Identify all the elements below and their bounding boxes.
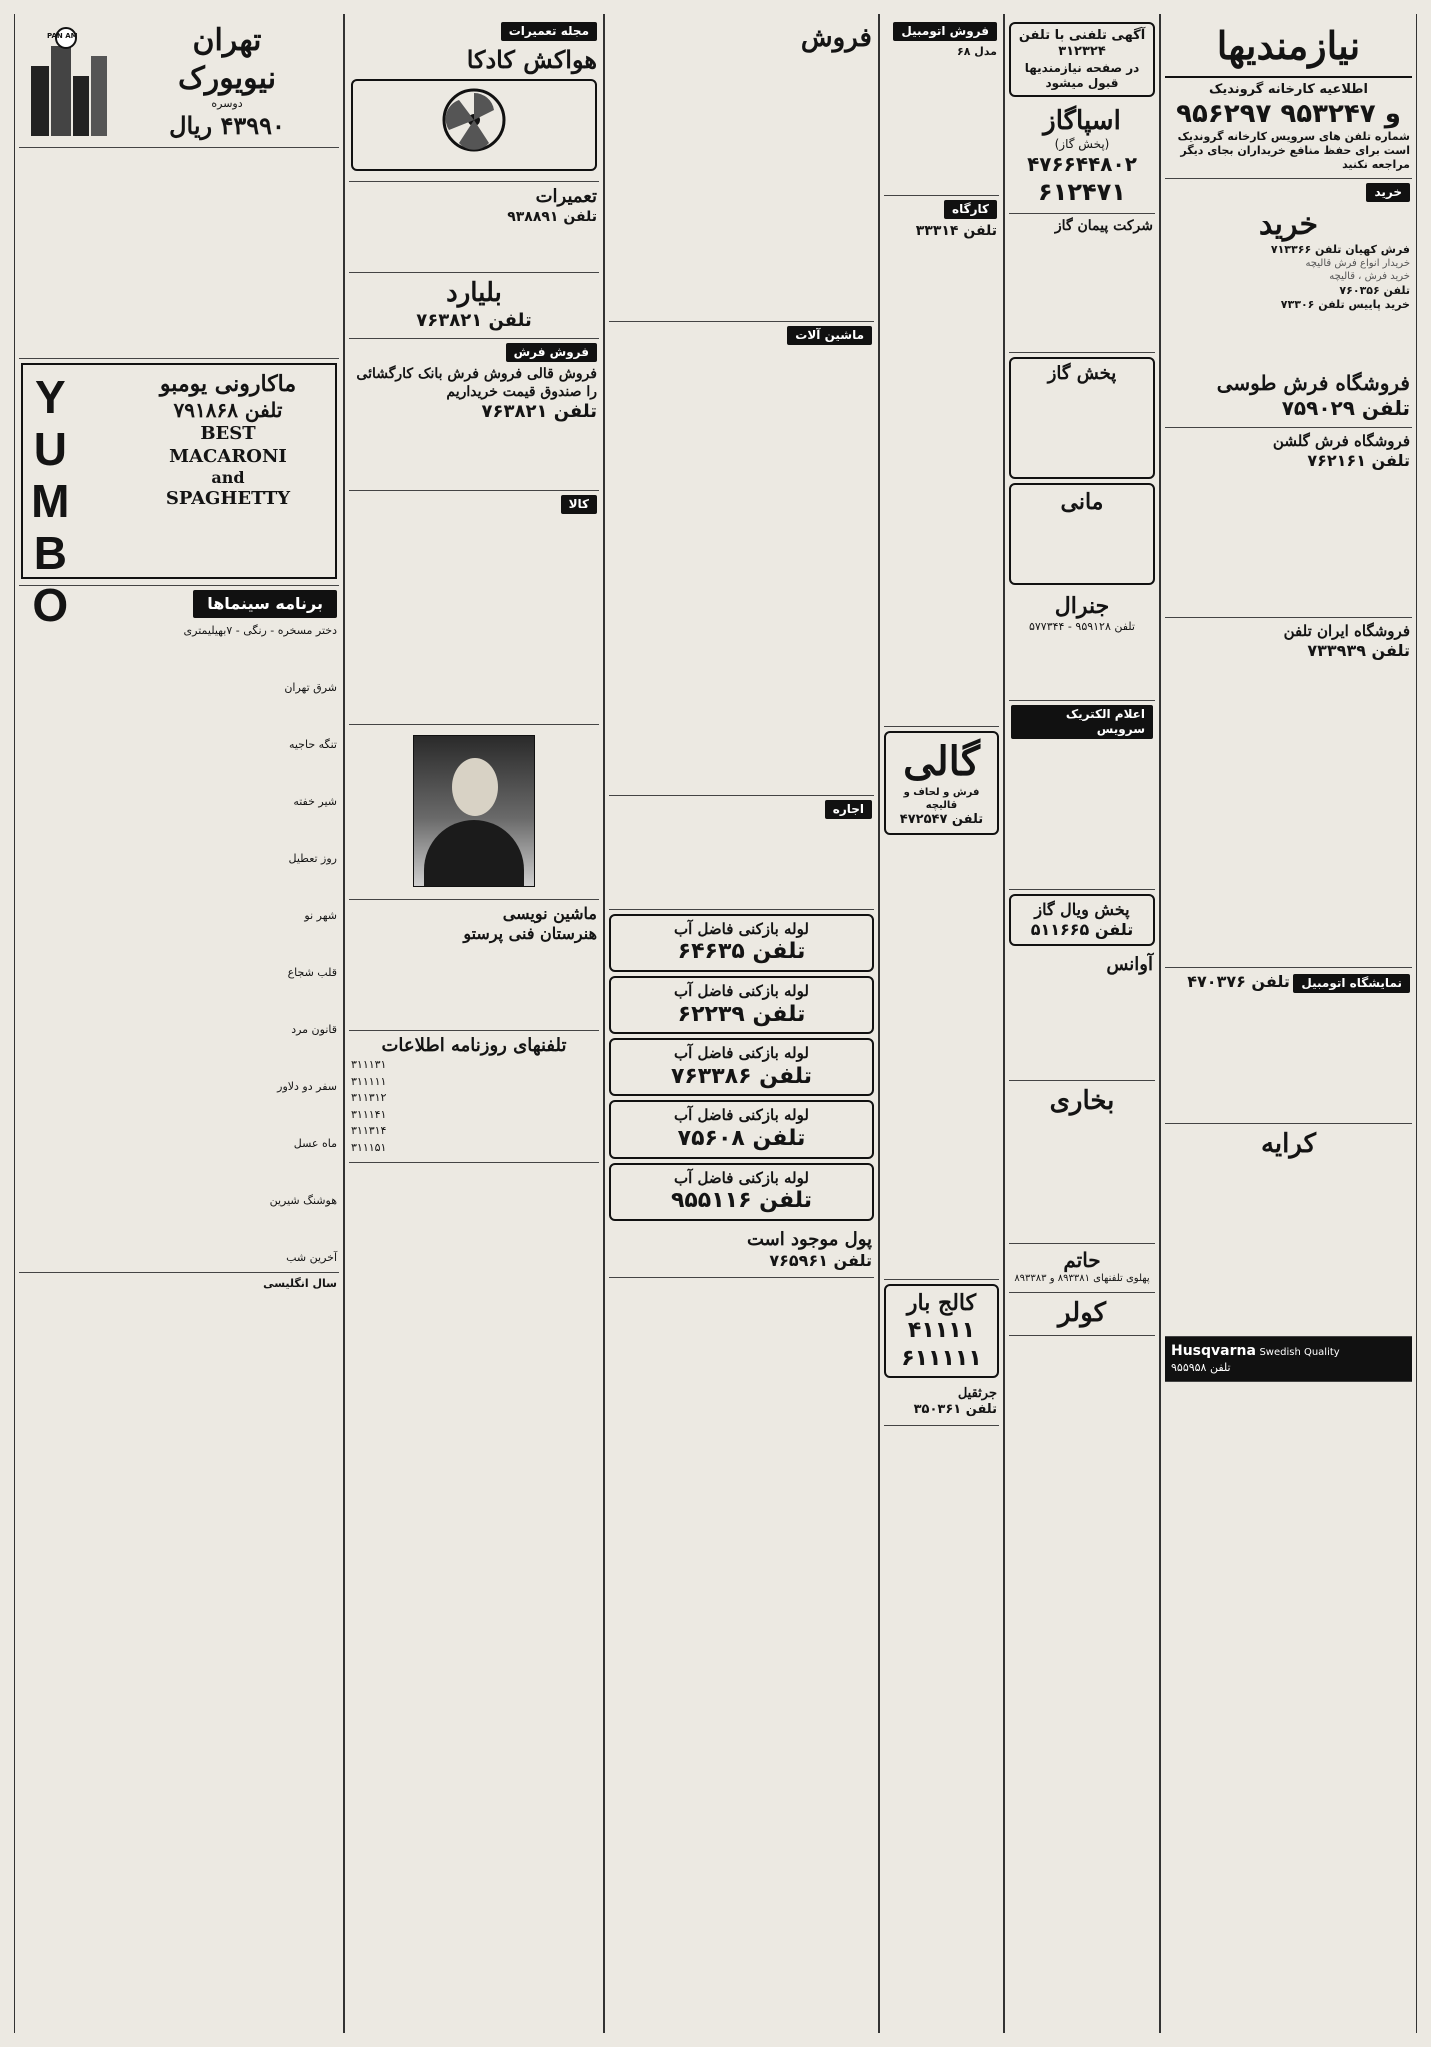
repairs-title: تعمیرات — [535, 186, 597, 207]
repairs-magazine-header: مجله تعمیرات — [501, 22, 597, 41]
notice-header: اطلاعیه کارخانه گروندیک — [1209, 81, 1368, 97]
footer-note: سال انگلیسی — [263, 1277, 337, 1291]
crane-phone: تلفن ۳۵۰۳۶۱ — [913, 1402, 997, 1418]
cinema-list — [21, 622, 337, 1267]
college-bar-title: کالج بار — [906, 1289, 977, 1316]
machine-title: ماشین نویسی — [502, 903, 597, 923]
notice-text: شماره تلفن های سرویس کارخانه گروندیک است برای حفظ منافع خریداران بجای دیگر مراجعه نکنید — [1177, 130, 1410, 171]
cinema-item: دختر مسخره - رنگی - ۷بهیلیمتری — [183, 623, 337, 637]
yumbo-en-best: BEST — [200, 423, 256, 445]
buy-item: خرید فرش ، قالیچه — [1329, 271, 1410, 283]
phone-list — [351, 1057, 597, 1156]
section-header-exhibit: نمایشگاه اتومبیل — [1293, 974, 1410, 993]
phone-list-item: ۳۱۱۱۵۱ — [351, 1140, 387, 1154]
sale-title: فروش — [800, 23, 872, 53]
column-1 — [1160, 14, 1417, 2033]
pan-am-ad — [19, 18, 339, 148]
phone-ad-sub: در صفحه نیازمندیها قبول میشود — [1024, 60, 1140, 90]
husqvarna-sub: Swedish Quality — [1259, 1347, 1340, 1359]
column-3 — [879, 14, 1004, 2033]
college-bar-phone1: ۴۱۱۱۱ — [907, 1318, 976, 1343]
buy-item: خرید پاییس تلفن ۷۳۳۰۶ — [1280, 297, 1410, 311]
plumb-ad-1 — [609, 914, 874, 972]
page-title: نیازمندیها — [1216, 23, 1361, 68]
plumb-phone: ۷۵۶۰۸ تلفن — [677, 1126, 806, 1151]
price-sub: دوسره — [211, 97, 243, 110]
plumb-title: لوله بازکنی فاضل آب — [674, 1044, 809, 1062]
cinema-item: روز تعطیل — [288, 851, 337, 865]
phones-title: تلفنهای روزنامه اطلاعات — [381, 1034, 567, 1056]
cooler-title: کولر — [1057, 1297, 1107, 1328]
buy-item: فرش کهیان تلفن ۷۱۳۳۶۶ — [1270, 243, 1410, 256]
carpet-shop-phone: تلفن ۷۶۲۱۶۱ — [1307, 451, 1410, 470]
phone-ad-title: آگهی تلفنی با تلفن ۳۱۲۳۲۴ — [1018, 28, 1146, 60]
buy-title: خرید — [1258, 206, 1319, 242]
cinema-item: قانون مرد — [291, 1023, 337, 1037]
iran-shop-title: فروشگاه ایران تلفن — [1283, 622, 1410, 640]
plumb-phone: ۹۵۵۱۱۶ تلفن — [670, 1188, 813, 1214]
gali-phone: تلفن ۴۷۲۵۴۷ — [899, 812, 984, 828]
espagaz-title: اسپاگاز — [1043, 105, 1121, 136]
husqvarna-ad — [1165, 1337, 1412, 1381]
machinery-header: ماشین آلات — [787, 326, 872, 345]
billiard-phone: تلفن ۷۶۳۸۲۱ — [416, 309, 532, 331]
carpet-shop-title: فروشگاه فرش گلشن — [1272, 432, 1410, 451]
electric-header: اعلام الکتریک سرویس — [1011, 705, 1153, 739]
cinema-item: شرق تهران — [284, 680, 337, 694]
college-bar-ad — [884, 1284, 999, 1379]
loan-phone: تلفن ۷۶۵۹۶۱ — [769, 1251, 872, 1271]
exhibit-phone: تلفن ۴۷۰۳۷۶ — [1187, 971, 1290, 991]
carpet-phone: تلفن ۷۶۳۸۲۱ — [481, 401, 597, 422]
pan-am-logo: PAN AM — [47, 32, 78, 41]
hatam-title: حاتم — [1063, 1248, 1101, 1273]
tv-header: آوانس — [1106, 953, 1153, 975]
tv-service-title: پخش ویال گاز — [1034, 899, 1130, 919]
general-phone: تلفن ۹۵۹۱۲۸ - ۵۷۷۳۴۴ — [1028, 620, 1135, 633]
newyork-title: نیویورک — [177, 60, 277, 96]
college-bar-phone2: ۶۱۱۱۱۱ — [901, 1345, 982, 1371]
husqvarna-brand: Husqvarna — [1171, 1343, 1256, 1360]
billiard-title: بلیارد — [446, 278, 502, 308]
rent-title: کرایه — [1260, 1128, 1317, 1159]
column-6 — [14, 14, 344, 2033]
buy-item: فروشگاه فرش طوسی — [1216, 371, 1410, 396]
car-sub: مدل ۶۸ — [957, 45, 997, 58]
buy-item: تلفن ۷۶۰۳۵۶ — [1339, 283, 1410, 297]
cinema-item: شیر خفته — [293, 794, 337, 808]
phone-list-item: ۳۱۱۱۴۱ — [351, 1107, 387, 1121]
mani-ad — [1009, 483, 1155, 585]
buy-item: خریدار انواع فرش قالیچه — [1305, 257, 1410, 269]
plumb-title: لوله بازکنی فاضل آب — [674, 919, 809, 938]
plumb-ad-5 — [609, 1163, 874, 1221]
loan-title: پول موجود است — [746, 1228, 872, 1250]
gali-title: گالی — [903, 738, 980, 786]
shell-gas-title: پخش گاز — [1047, 362, 1117, 384]
workshop-phone: تلفن ۳۳۳۱۴ — [915, 222, 997, 239]
yumbo-logo: YUMBO — [24, 370, 77, 631]
carpet-header: فروش فرش — [506, 343, 597, 362]
cinema-item: تنگه حاجیه — [288, 737, 337, 751]
yumbo-phone: تلفن ۷۹۱۸۶۸ — [173, 398, 283, 423]
tv-service-phone: تلفن ۵۱۱۶۶۵ — [1030, 919, 1134, 939]
fan-icon — [439, 85, 509, 155]
plumb-title: لوله بازکنی فاضل آب — [674, 981, 809, 1000]
tv-service-ad — [1009, 894, 1155, 946]
crane-title: جرثقیل — [957, 1386, 997, 1401]
grundig-notice — [1165, 78, 1412, 179]
fan-image — [351, 79, 597, 171]
iran-shop-phone: تلفن ۷۳۳۹۳۹ — [1307, 640, 1410, 660]
plumb-phone: ۷۶۳۳۸۶ تلفن — [670, 1063, 813, 1089]
shell-gas-ad — [1009, 357, 1155, 479]
general-title: جنرال — [1054, 592, 1110, 619]
espagaz-sub: (پخش گاز) — [1054, 137, 1110, 151]
cinema-item: هوشنگ شیرین — [269, 1194, 337, 1208]
phone-ad-box — [1009, 22, 1155, 97]
espagaz-phone: ۴۷۶۶۴۴۸۰۲ — [1027, 152, 1137, 176]
cinema-item: ماه عسل — [293, 1137, 337, 1151]
price: ۴۳۹۹۰ ریال — [169, 110, 285, 140]
plumb-title: لوله بازکنی فاضل آب — [674, 1168, 809, 1187]
hawkish-title: هواکش کادکا — [466, 45, 597, 74]
husqvarna-phone: تلفن ۹۵۵۹۵۸ — [1171, 1360, 1231, 1374]
yumbo-en-and: and — [211, 468, 245, 488]
kala-header: کالا — [561, 495, 597, 514]
peyman-gas-title: شرکت پیمان گاز — [1054, 218, 1153, 234]
school-title: هنرستان فنی پرستو — [463, 923, 597, 943]
skyline-illustration — [21, 26, 111, 136]
tehran-title: تهران — [192, 23, 262, 58]
phone-list-item: ۳۱۱۳۱۴ — [351, 1124, 387, 1137]
gali-ad — [884, 731, 999, 834]
yumbo-title-fa: ماکارونی یومبو — [159, 370, 297, 397]
section-header-buy: خرید — [1366, 183, 1410, 202]
cinema-header: برنامه سینماها — [193, 590, 337, 618]
plumb-title: لوله بازکنی فاضل آب — [674, 1106, 809, 1125]
plumb-ad-4 — [609, 1100, 874, 1158]
column-2 — [1004, 14, 1160, 2033]
skyline-icon — [21, 26, 111, 136]
cinema-item: قلب شجاع — [287, 966, 337, 980]
plumb-phone: ۶۴۶۳۵ تلفن — [677, 939, 806, 965]
rent-header: اجاره — [825, 800, 872, 819]
kerayeh-title: بخاری — [1049, 1085, 1115, 1116]
yumbo-en-macaroni: MACARONI — [169, 445, 287, 467]
column-5 — [344, 14, 604, 2033]
plumb-ad-3 — [609, 1038, 874, 1096]
car-header: فروش اتومبیل — [893, 22, 997, 41]
plumb-phone: ۶۲۲۳۹ تلفن — [677, 1001, 806, 1027]
carpet-text: فروش قالی فروش فرش بانک کارگشائی را صندوق قیمت خریداریم — [356, 366, 597, 400]
notice-phones: ۹۵۶۲۹۷ و ۹۵۳۲۴۷ — [1176, 98, 1401, 129]
cinema-item: آخرین شب — [286, 1251, 337, 1265]
phone-list-item: ۳۱۱۱۳۱ — [351, 1058, 387, 1071]
gali-sub: فرش و لحاف و قالیچه — [903, 787, 980, 811]
plumb-ad-2 — [609, 976, 874, 1034]
espagaz-phone2: ۶۱۲۴۷۱ — [1038, 178, 1126, 206]
cinema-item: شهر نو — [304, 908, 337, 922]
phone-list-item: ۳۱۱۱۱۱ — [351, 1074, 387, 1088]
yumbo-en-spaghetty: SPAGHETTY — [165, 488, 291, 510]
buy-item: تلفن ۷۵۹۰۲۹ — [1281, 396, 1410, 421]
phone-list-item: ۳۱۱۳۱۲ — [351, 1091, 387, 1104]
hatam-phone: پهلوی تلفنهای ۸۹۳۳۸۱ و ۸۹۳۳۸۳ — [1014, 1273, 1150, 1285]
workshop-header: کارگاه — [944, 200, 997, 219]
mani-title: مانی — [1060, 488, 1104, 515]
newspaper-page — [14, 14, 1417, 2033]
column-4 — [604, 14, 879, 2033]
cinema-item: سفر دو دلاور — [277, 1080, 337, 1094]
repairs-phone: تلفن ۹۳۸۸۹۱ — [507, 208, 597, 225]
portrait-photo — [413, 735, 535, 887]
